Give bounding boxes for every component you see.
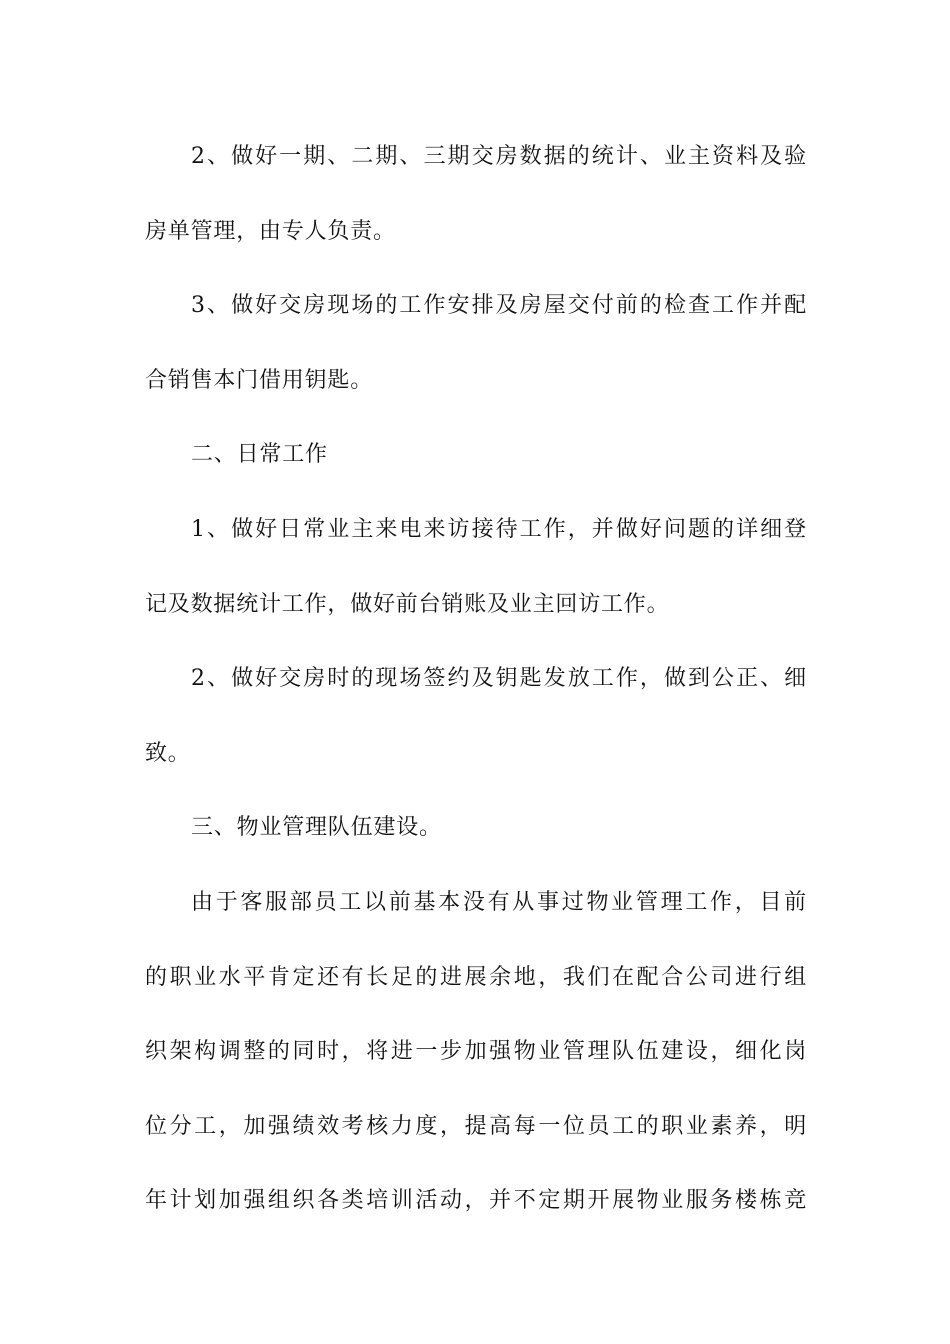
text-line: 的职业水平肯定还有长足的进展余地，我们在配合公司进行组 (145, 964, 807, 990)
text-line: 致。 (145, 740, 191, 766)
text-line: 年计划加强组织各类培训活动，并不定期开展物业服务楼栋竞 (145, 1188, 807, 1214)
text-line: 2、做好一期、二期、三期交房数据的统计、业主资料及验 (191, 144, 807, 169)
document-page (145, 134, 807, 1253)
text-line: 房单管理，由专人负责。 (145, 218, 396, 244)
text-line: 合销售本门借用钥匙。 (145, 367, 374, 393)
text-line: 织架构调整的同时，将进一步加强物业管理队伍建设，细化岗 (145, 1039, 807, 1065)
text-line: 1、做好日常业主来电来访接待工作，并做好问题的详细登 (191, 516, 807, 542)
section-heading: 三、物业管理队伍建设。 (191, 815, 442, 841)
section-heading: 二、日常工作 (191, 442, 328, 468)
text-line: 3、做好交房现场的工作安排及房屋交付前的检查工作并配 (191, 293, 807, 319)
text-line: 由于客服部员工以前基本没有从事过物业管理工作，目前 (191, 889, 807, 915)
text-line: 位分工，加强绩效考核力度，提高每一位员工的职业素养，明 (145, 1113, 807, 1139)
text-line: 2、做好交房时的现场签约及钥匙发放工作，做到公正、细 (191, 666, 807, 692)
text-line: 记及数据统计工作，做好前台销账及业主回访工作。 (145, 591, 670, 617)
